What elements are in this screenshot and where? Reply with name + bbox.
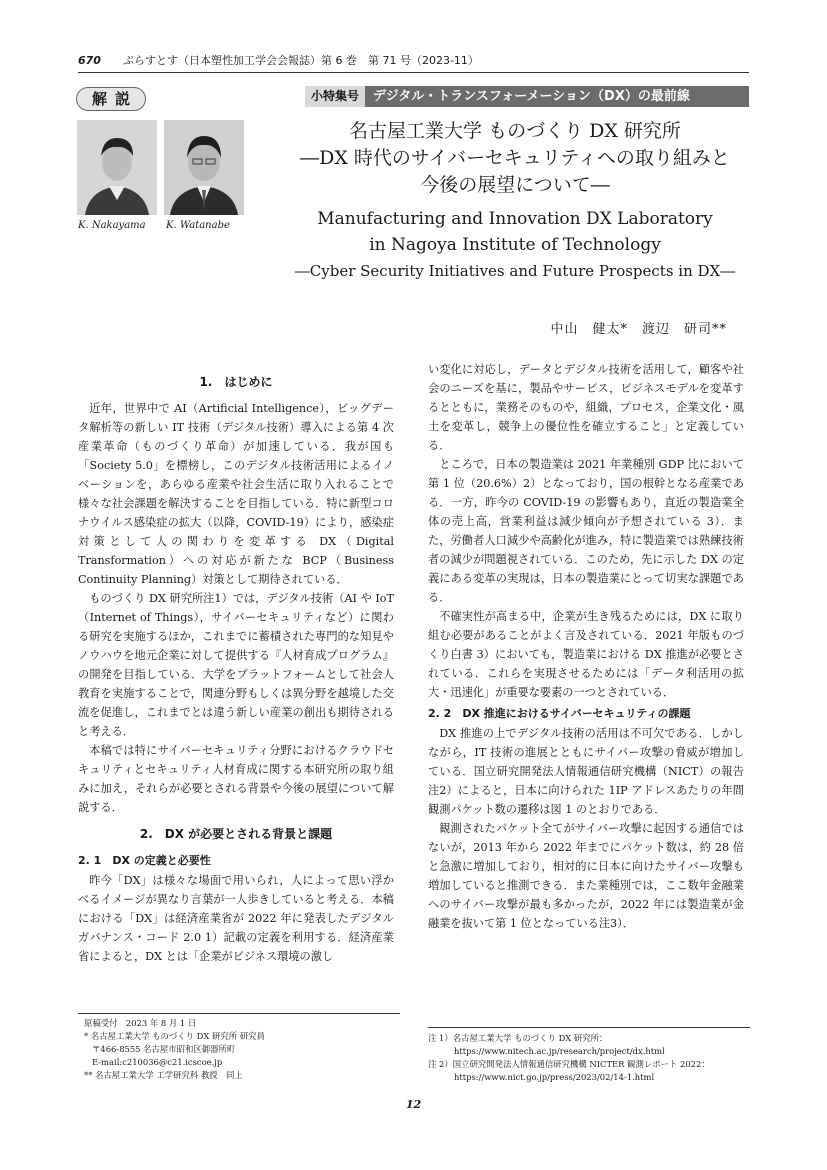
- affiliation-2: ** 名古屋工業大学 工学研究科 教授 同上: [84, 1070, 243, 1080]
- paragraph: い変化に対応し，データとデジタル技術を活用して，顧客や社会のニーズを基に，製品やサービス，ビジネスモデルを変革するとともに，業務そのものや，組織，プロセス，企業文化・風土を変革し，競争上の優位性を確立すること」と定義している．: [428, 363, 744, 452]
- subsection-heading-2-1: 2. 1 DX の定義と必要性: [78, 854, 211, 867]
- author-caption-nakayama: K. Nakayama: [78, 220, 146, 231]
- page-number: 670: [78, 54, 101, 67]
- title-en-line-3: ―Cyber Security Initiatives and Future Prospects in DX―: [294, 262, 736, 280]
- footnotes-left: [84, 1017, 400, 1082]
- footnotes-right: [428, 1032, 750, 1084]
- paragraph: ところで，日本の製造業は 2021 年業種別 GDP 比において第 1 位（20.6%）2）となっており，国の根幹となる産業である．一方，昨今の COVID-19 の影響もあり，直近の製造業全体の売上高，営業利益は減少傾向が予想されている 3）．また，労働者人口減少や高齢化が進み，特に製造業では熟練技術者の減少が問題視されている．このため，先に示した DX の定義にある変革の実現は，日本の製造業にとって切実な課題である．: [428, 458, 744, 604]
- footnote-2-url: https://www.nict.go.jp/press/2023/02/14-1.html: [454, 1072, 655, 1082]
- footnote-1: 注 1）名古屋工業大学 ものづくり DX 研究所：: [428, 1033, 608, 1043]
- paragraph: 本稿では特にサイバーセキュリティ分野におけるクラウドセキュリティとセキュリティ人材育成に関する本研究所の取り組みに加え，それらが必要とされる背景や今後の展望について解説する．: [78, 744, 394, 814]
- running-header: [78, 52, 479, 68]
- category-badge: 解説: [76, 87, 146, 111]
- footnote-rule-right: [428, 1027, 750, 1028]
- email: E-mail:c210036@c21.icscoe.jp: [92, 1057, 223, 1067]
- footnote-1-url: https://www.nitech.ac.jp/research/project/dx.html: [454, 1046, 665, 1056]
- series-title: デジタル・トランスフォーメーション（DX）の最前線: [365, 86, 749, 107]
- paragraph: ものづくり DX 研究所注1）では，デジタル技術（AI や IoT（Internet of Things），サイバーセキュリティなど）に関わる研究を実施するほか，これまでに蓄積された専門的な知見やノウハウを地元企業に対して提供する『人材育成プログラム』の開発を目指している．大学をプラットフォームとして社会人教育を実施することで，関連分野もしくは異分野を越境した交流を促進し，これまでとは違う新しい産業の創出も期待されると考える．: [78, 592, 394, 738]
- series-banner: [305, 86, 749, 107]
- paragraph: 近年，世界中で AI（Artificial Intelligence），ビッグデータ解析等の新しい IT 技術（デジタル技術）導入による第 4 次産業革命（ものづくり革命）が加速している．我が国も「Society 5.0」を標榜し，このデジタル技術活用によるイノベーションを，あらゆる産業や社会生活に取り入れることで様々な社会課題を解決することを目指している．特に新型コロナウイルス感染症の拡大（以降，COVID-19）により，感染症対策として人の関わりを変革する DX（Digital Transformation）への対応が新たな BCP（Business Continuity Planning）対策として期待されている．: [78, 402, 394, 586]
- title-ja-line-3: 今後の展望について―: [420, 174, 610, 196]
- author-photo-nakayama: [77, 120, 157, 215]
- title-ja-line-2: ―DX 時代のサイバーセキュリティへの取り組みと: [300, 147, 730, 169]
- received-date: 原稿受付 2023 年 8 月 1 日: [84, 1018, 197, 1028]
- footer-page-number: 12: [405, 1098, 422, 1111]
- paragraph: DX 推進の上でデジタル技術の活用は不可欠である．しかしながら，IT 技術の進展とともにサイバー攻撃の脅威が増加している．国立研究開発法人情報通信研究機構（NICT）の報告注2）によると，日本に向けられた 1IP アドレスあたりの年間観測パケット数の遷移は図 1 のとおりである．: [428, 727, 744, 816]
- author-caption-watanabe: K. Watanabe: [166, 220, 230, 231]
- footnote-2: 注 2）国立研究開発法人情報通信研究機構 NICTER 観測レポート 2022：: [428, 1059, 710, 1069]
- section-heading-1: 1. はじめに: [199, 375, 273, 389]
- header-rule: [78, 72, 749, 73]
- affiliation-1: * 名古屋工業大学 ものづくり DX 研究所 研究員: [84, 1031, 265, 1041]
- right-column: [428, 360, 744, 933]
- series-tag: 小特集号: [305, 86, 365, 107]
- address: 〒466-8555 名古屋市昭和区御器所町: [92, 1044, 236, 1054]
- author-photo-watanabe: [164, 120, 244, 215]
- author-names: 中山 健太* 渡辺 研司**: [550, 322, 727, 337]
- title-en-line-1: Manufacturing and Innovation DX Laboratory: [317, 209, 713, 229]
- title-en-line-2: in Nagoya Institute of Technology: [369, 235, 661, 255]
- title-ja-line-1: 名古屋工業大学 ものづくり DX 研究所: [349, 120, 681, 142]
- paragraph: 不確実性が高まる中，企業が生き残るためには，DX に取り組む必要があることがよく言及されている．2021 年版ものづくり白書 3）においても，製造業における DX 推進が必要とされている．これらを実現させるためには「データ利活用の拡大・迅速化」が重要な要素の一つとされている．: [428, 610, 744, 699]
- paragraph: 昨今「DX」は様々な場面で用いられ，人によって思い浮かべるイメージが異なり言葉が一人歩きしていると考える．本稿における「DX」は経済産業省が 2022 年に発表したデジタルガバナンス・コード 2.0 1）記載の定義を利用する．経済産業省によると，DX とは「企業がビジネス環境の激し: [78, 874, 394, 963]
- section-heading-2: 2. DX が必要とされる背景と課題: [139, 827, 333, 841]
- subsection-heading-2-2: 2. 2 DX 推進におけるサイバーセキュリティの課題: [428, 707, 691, 720]
- paragraph: 観測されたパケット全てがサイバー攻撃に起因する通信ではないが，2013 年から 2022 年までにパケット数は，約 28 倍と急激に増加しており，相対的に日本に向けたサイバー攻撃も増加していると推測できる．また業種別では，ここ数年金融業へのサイバー攻撃が最も多かったが，2022 年には製造業が金融業を抜いて第 1 位となっている注3）．: [428, 822, 744, 930]
- journal-title: ぷらすとす（日本塑性加工学会会報誌）第 6 巻 第 71 号（2023-11）: [122, 54, 479, 67]
- footnote-rule-left: [78, 1013, 400, 1014]
- left-column: [78, 368, 394, 966]
